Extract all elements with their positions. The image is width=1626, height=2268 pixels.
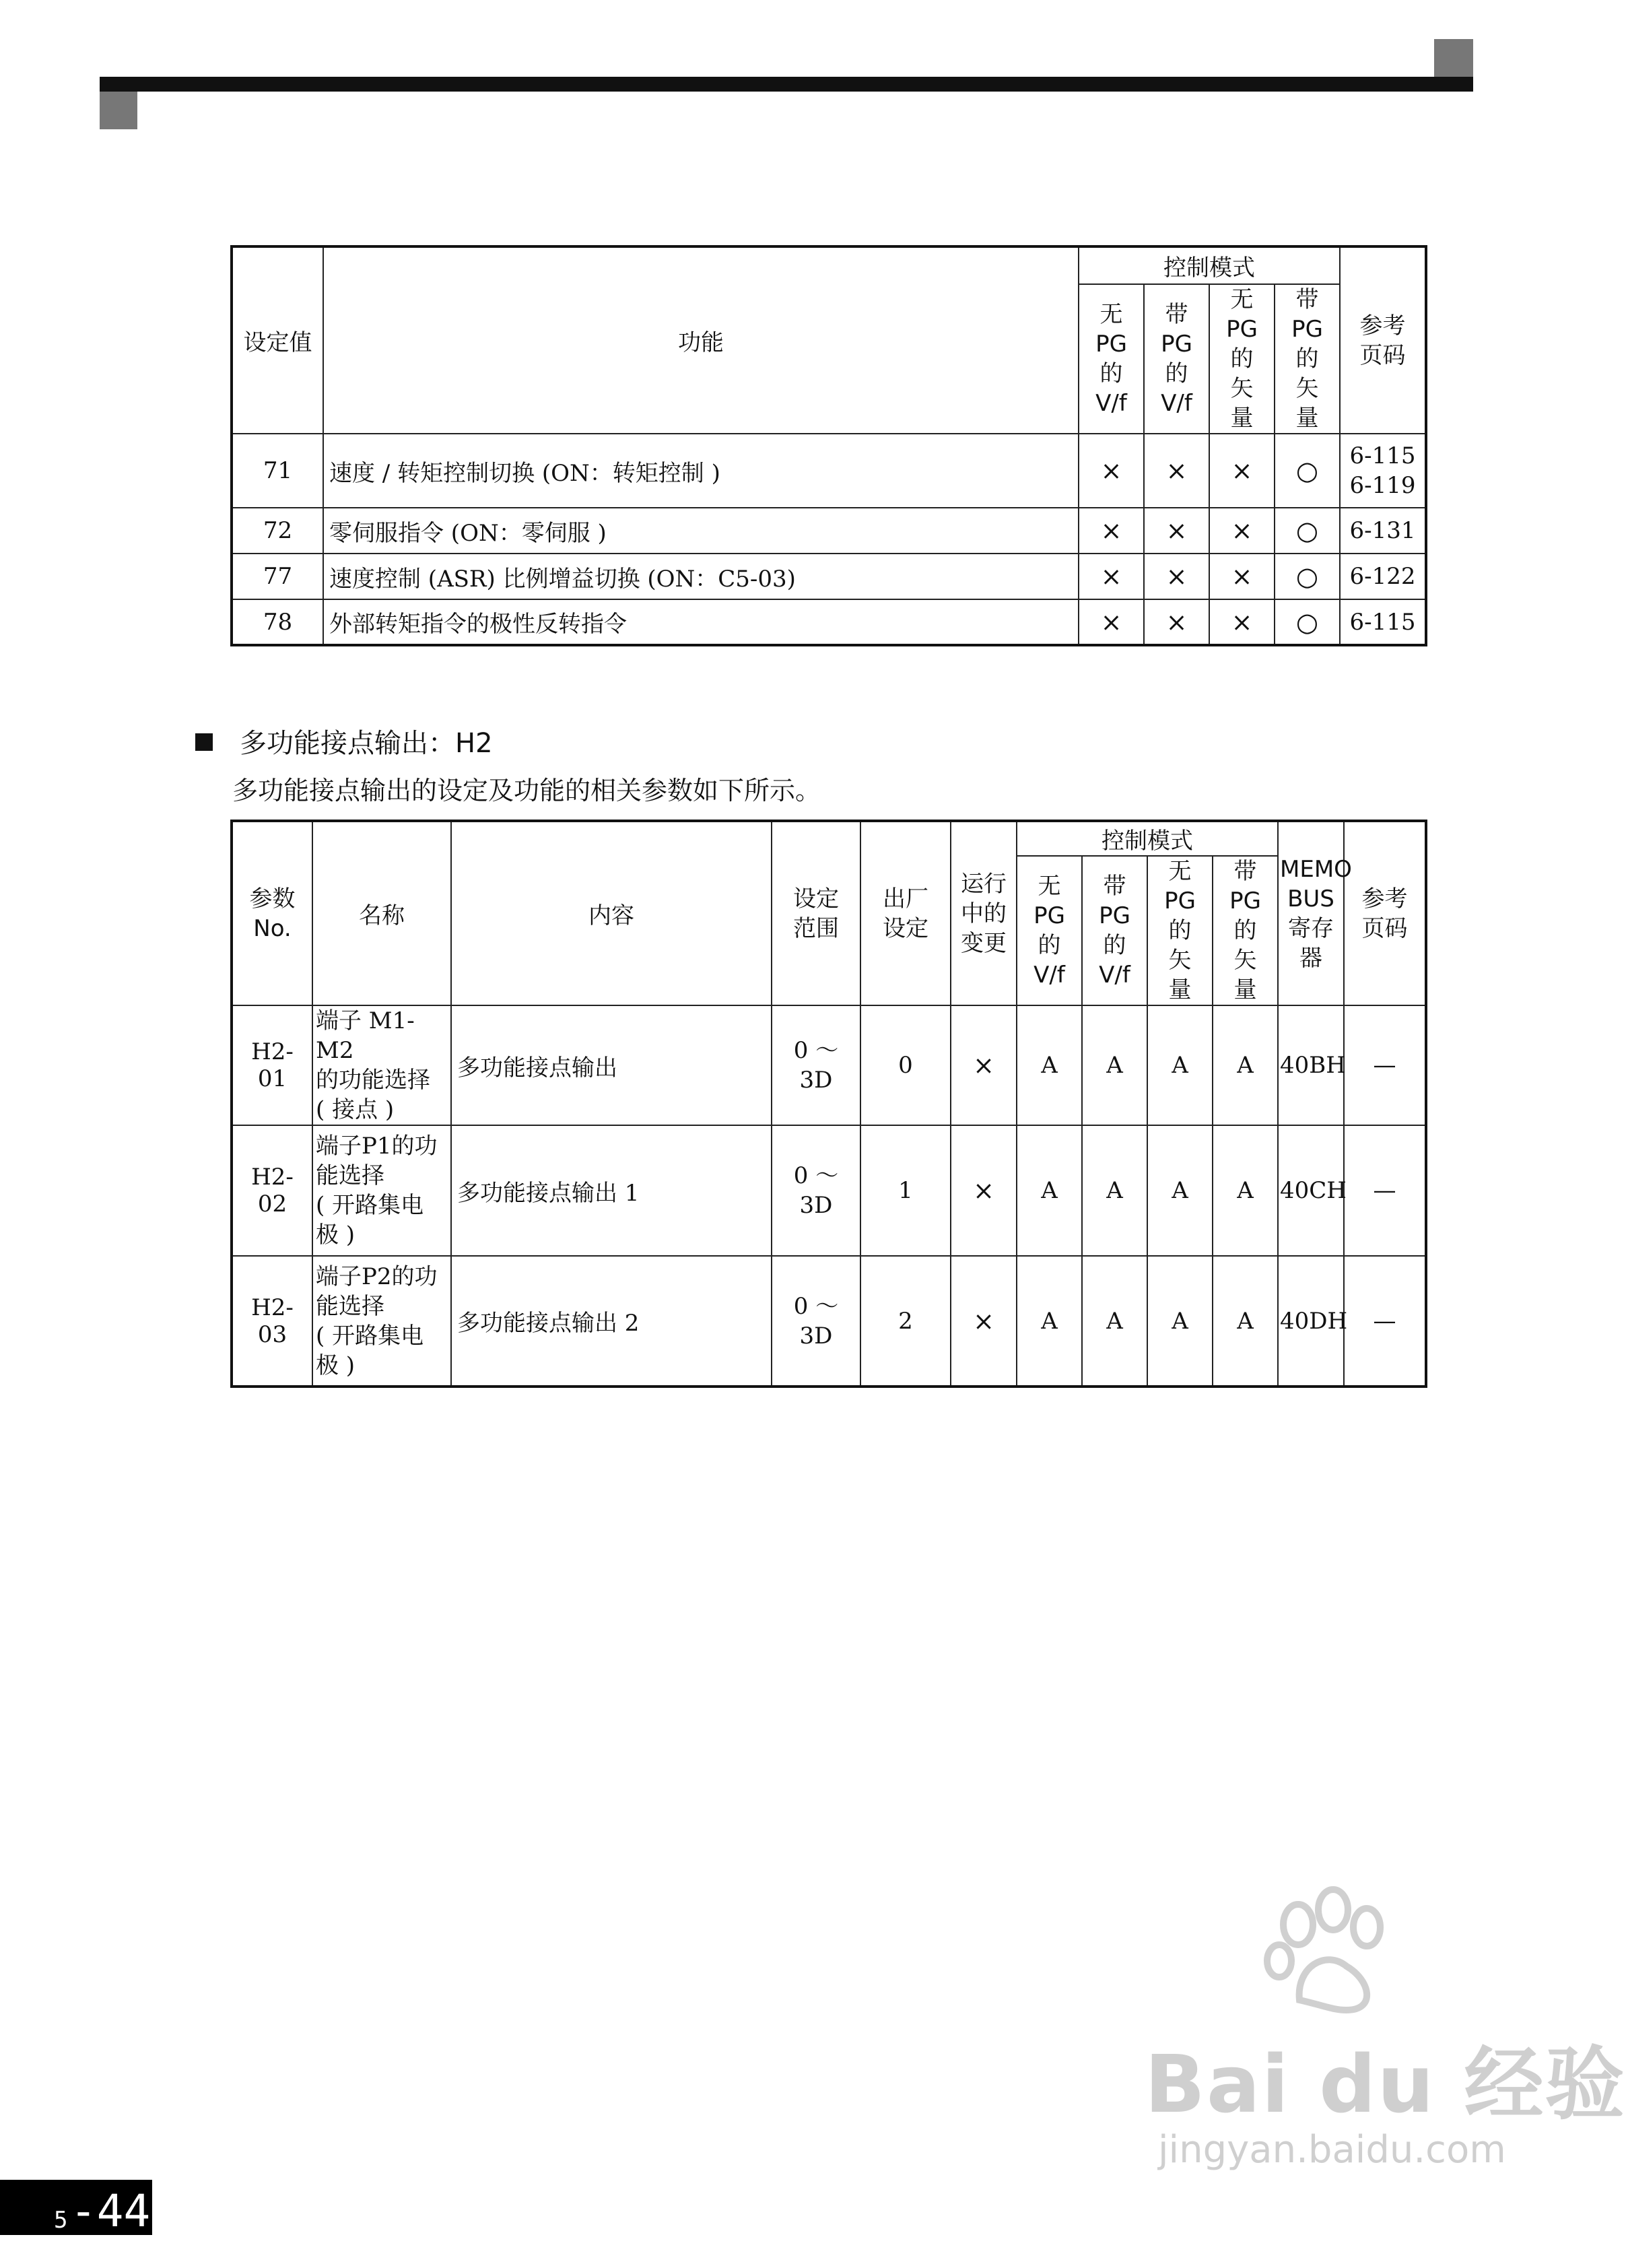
cell-default: 2 <box>860 1256 951 1387</box>
table-row <box>232 1256 1426 1387</box>
cell-mark: × <box>1079 434 1144 508</box>
cell-range: 0 ～ 3D <box>772 1125 860 1256</box>
cell-mode: A <box>1082 1005 1147 1125</box>
col-function: 功能 <box>323 246 1079 434</box>
cell-mode: A <box>1213 1256 1278 1387</box>
cell-ref: — <box>1344 1125 1426 1256</box>
col-range: 设定 范围 <box>772 821 860 1005</box>
cell-content: 多功能接点输出 1 <box>451 1125 772 1256</box>
cell-ref: — <box>1344 1005 1426 1125</box>
col-mode-vector-pg: 带 PG 的 矢 量 <box>1213 856 1278 1005</box>
header-rule <box>100 77 1473 92</box>
cell-name: 端子 M1-M2 的功能选择 ( 接点 ) <box>312 1005 451 1125</box>
paw-logo-icon <box>1259 1886 1400 2020</box>
square-bullet-icon <box>195 733 213 751</box>
cell-mark: ○ <box>1275 434 1340 508</box>
cell-mark: × <box>1079 599 1144 645</box>
cell-mark: × <box>1209 599 1275 645</box>
cell-mark: ○ <box>1275 508 1340 554</box>
cell-param: H2-01 <box>232 1005 312 1125</box>
table-row <box>232 599 1426 645</box>
page-index: -44 <box>70 2185 151 2237</box>
cell-function: 外部转矩指令的极性反转指令 <box>323 599 1079 645</box>
cell-mode: A <box>1017 1125 1082 1256</box>
cell-mode: A <box>1147 1256 1213 1387</box>
cell-function: 零伺服指令 (ON：零伺服 ) <box>323 508 1079 554</box>
cell-memobus: 40BH <box>1278 1005 1344 1125</box>
cell-runtime: × <box>951 1125 1017 1256</box>
cell-range: 0 ～ 3D <box>772 1005 860 1125</box>
cell-value: 72 <box>232 508 323 554</box>
cell-default: 0 <box>860 1005 951 1125</box>
cell-name: 端子P1的功 能选择 ( 开路集电 极 ) <box>312 1125 451 1256</box>
col-mode-vf-nopg: 无 PG 的 V/f <box>1017 856 1082 1005</box>
cell-mark: × <box>1209 508 1275 554</box>
setting-value-table <box>230 245 1427 646</box>
col-mode-vf-nopg: 无 PG 的 V/f <box>1079 284 1144 434</box>
col-ref: 参考 页码 <box>1344 821 1426 1005</box>
col-control-mode: 控制模式 <box>1079 246 1340 284</box>
cell-runtime: × <box>951 1256 1017 1387</box>
cell-range: 0 ～ 3D <box>772 1256 860 1387</box>
col-content: 内容 <box>451 821 772 1005</box>
page-chapter: 5 <box>54 2207 68 2234</box>
page-number <box>0 2180 152 2235</box>
section-title: 多功能接点输出：H2 <box>240 728 493 759</box>
cell-content: 多功能接点输出 2 <box>451 1256 772 1387</box>
cell-mark: × <box>1144 434 1209 508</box>
col-param: 参数 No. <box>232 821 312 1005</box>
cell-memobus: 40DH <box>1278 1256 1344 1387</box>
cell-mode: A <box>1213 1125 1278 1256</box>
cell-runtime: × <box>951 1005 1017 1125</box>
cell-value: 78 <box>232 599 323 645</box>
watermark-brand: Bai du 经验 <box>1145 2038 1626 2131</box>
cell-default: 1 <box>860 1125 951 1256</box>
cell-ref: — <box>1344 1256 1426 1387</box>
cell-mark: ○ <box>1275 554 1340 599</box>
cell-ref: 6-115 <box>1340 599 1426 645</box>
cell-memobus: 40CH <box>1278 1125 1344 1256</box>
cell-function: 速度 / 转矩控制切换 (ON：转矩控制 ) <box>323 434 1079 508</box>
cell-mode: A <box>1017 1256 1082 1387</box>
col-mode-vector-nopg: 无 PG 的 矢 量 <box>1147 856 1213 1005</box>
cell-mark: × <box>1144 554 1209 599</box>
col-runtime-change: 运行 中的 变更 <box>951 821 1017 1005</box>
cell-param: H2-02 <box>232 1125 312 1256</box>
col-mode-vector-nopg: 无 PG 的 矢 量 <box>1209 284 1275 434</box>
cell-mode: A <box>1082 1256 1147 1387</box>
col-mode-vector-pg: 带 PG 的 矢 量 <box>1275 284 1340 434</box>
table-row <box>232 434 1426 508</box>
col-memobus: MEMO BUS 寄存 器 <box>1278 821 1344 1005</box>
cell-content: 多功能接点输出 <box>451 1005 772 1125</box>
col-mode-vf-pg: 带 PG 的 V/f <box>1082 856 1147 1005</box>
parameter-table <box>230 820 1427 1388</box>
cell-mark: ○ <box>1275 599 1340 645</box>
cell-ref: 6-131 <box>1340 508 1426 554</box>
cell-ref: 6-122 <box>1340 554 1426 599</box>
cell-mark: × <box>1144 508 1209 554</box>
cell-mode: A <box>1147 1005 1213 1125</box>
table-row <box>232 1125 1426 1256</box>
table-row <box>232 554 1426 599</box>
cell-ref: 6-115 6-119 <box>1340 434 1426 508</box>
header-marker-right <box>1434 39 1473 77</box>
cell-function: 速度控制 (ASR) 比例增益切换 (ON：C5-03) <box>323 554 1079 599</box>
cell-mode: A <box>1213 1005 1278 1125</box>
cell-mode: A <box>1017 1005 1082 1125</box>
cell-mark: × <box>1209 434 1275 508</box>
watermark-url: jingyan.baidu.com <box>1158 2128 1506 2172</box>
table-row <box>232 508 1426 554</box>
col-ref: 参考 页码 <box>1340 246 1426 434</box>
col-name: 名称 <box>312 821 451 1005</box>
cell-mark: × <box>1144 599 1209 645</box>
table-row <box>232 1005 1426 1125</box>
cell-mark: × <box>1079 554 1144 599</box>
cell-name: 端子P2的功 能选择 ( 开路集电 极 ) <box>312 1256 451 1387</box>
cell-param: H2-03 <box>232 1256 312 1387</box>
cell-value: 71 <box>232 434 323 508</box>
cell-mode: A <box>1147 1125 1213 1256</box>
cell-mode: A <box>1082 1125 1147 1256</box>
section-heading <box>195 722 493 760</box>
cell-mark: × <box>1209 554 1275 599</box>
col-setting: 设定值 <box>232 246 323 434</box>
section-intro: 多功能接点输出的设定及功能的相关参数如下所示。 <box>232 776 821 805</box>
header-marker-left <box>100 92 137 129</box>
col-default: 出厂 设定 <box>860 821 951 1005</box>
col-control-mode: 控制模式 <box>1017 821 1278 856</box>
col-mode-vf-pg: 带 PG 的 V/f <box>1144 284 1209 434</box>
watermark <box>1145 1886 1626 2195</box>
cell-mark: × <box>1079 508 1144 554</box>
cell-value: 77 <box>232 554 323 599</box>
